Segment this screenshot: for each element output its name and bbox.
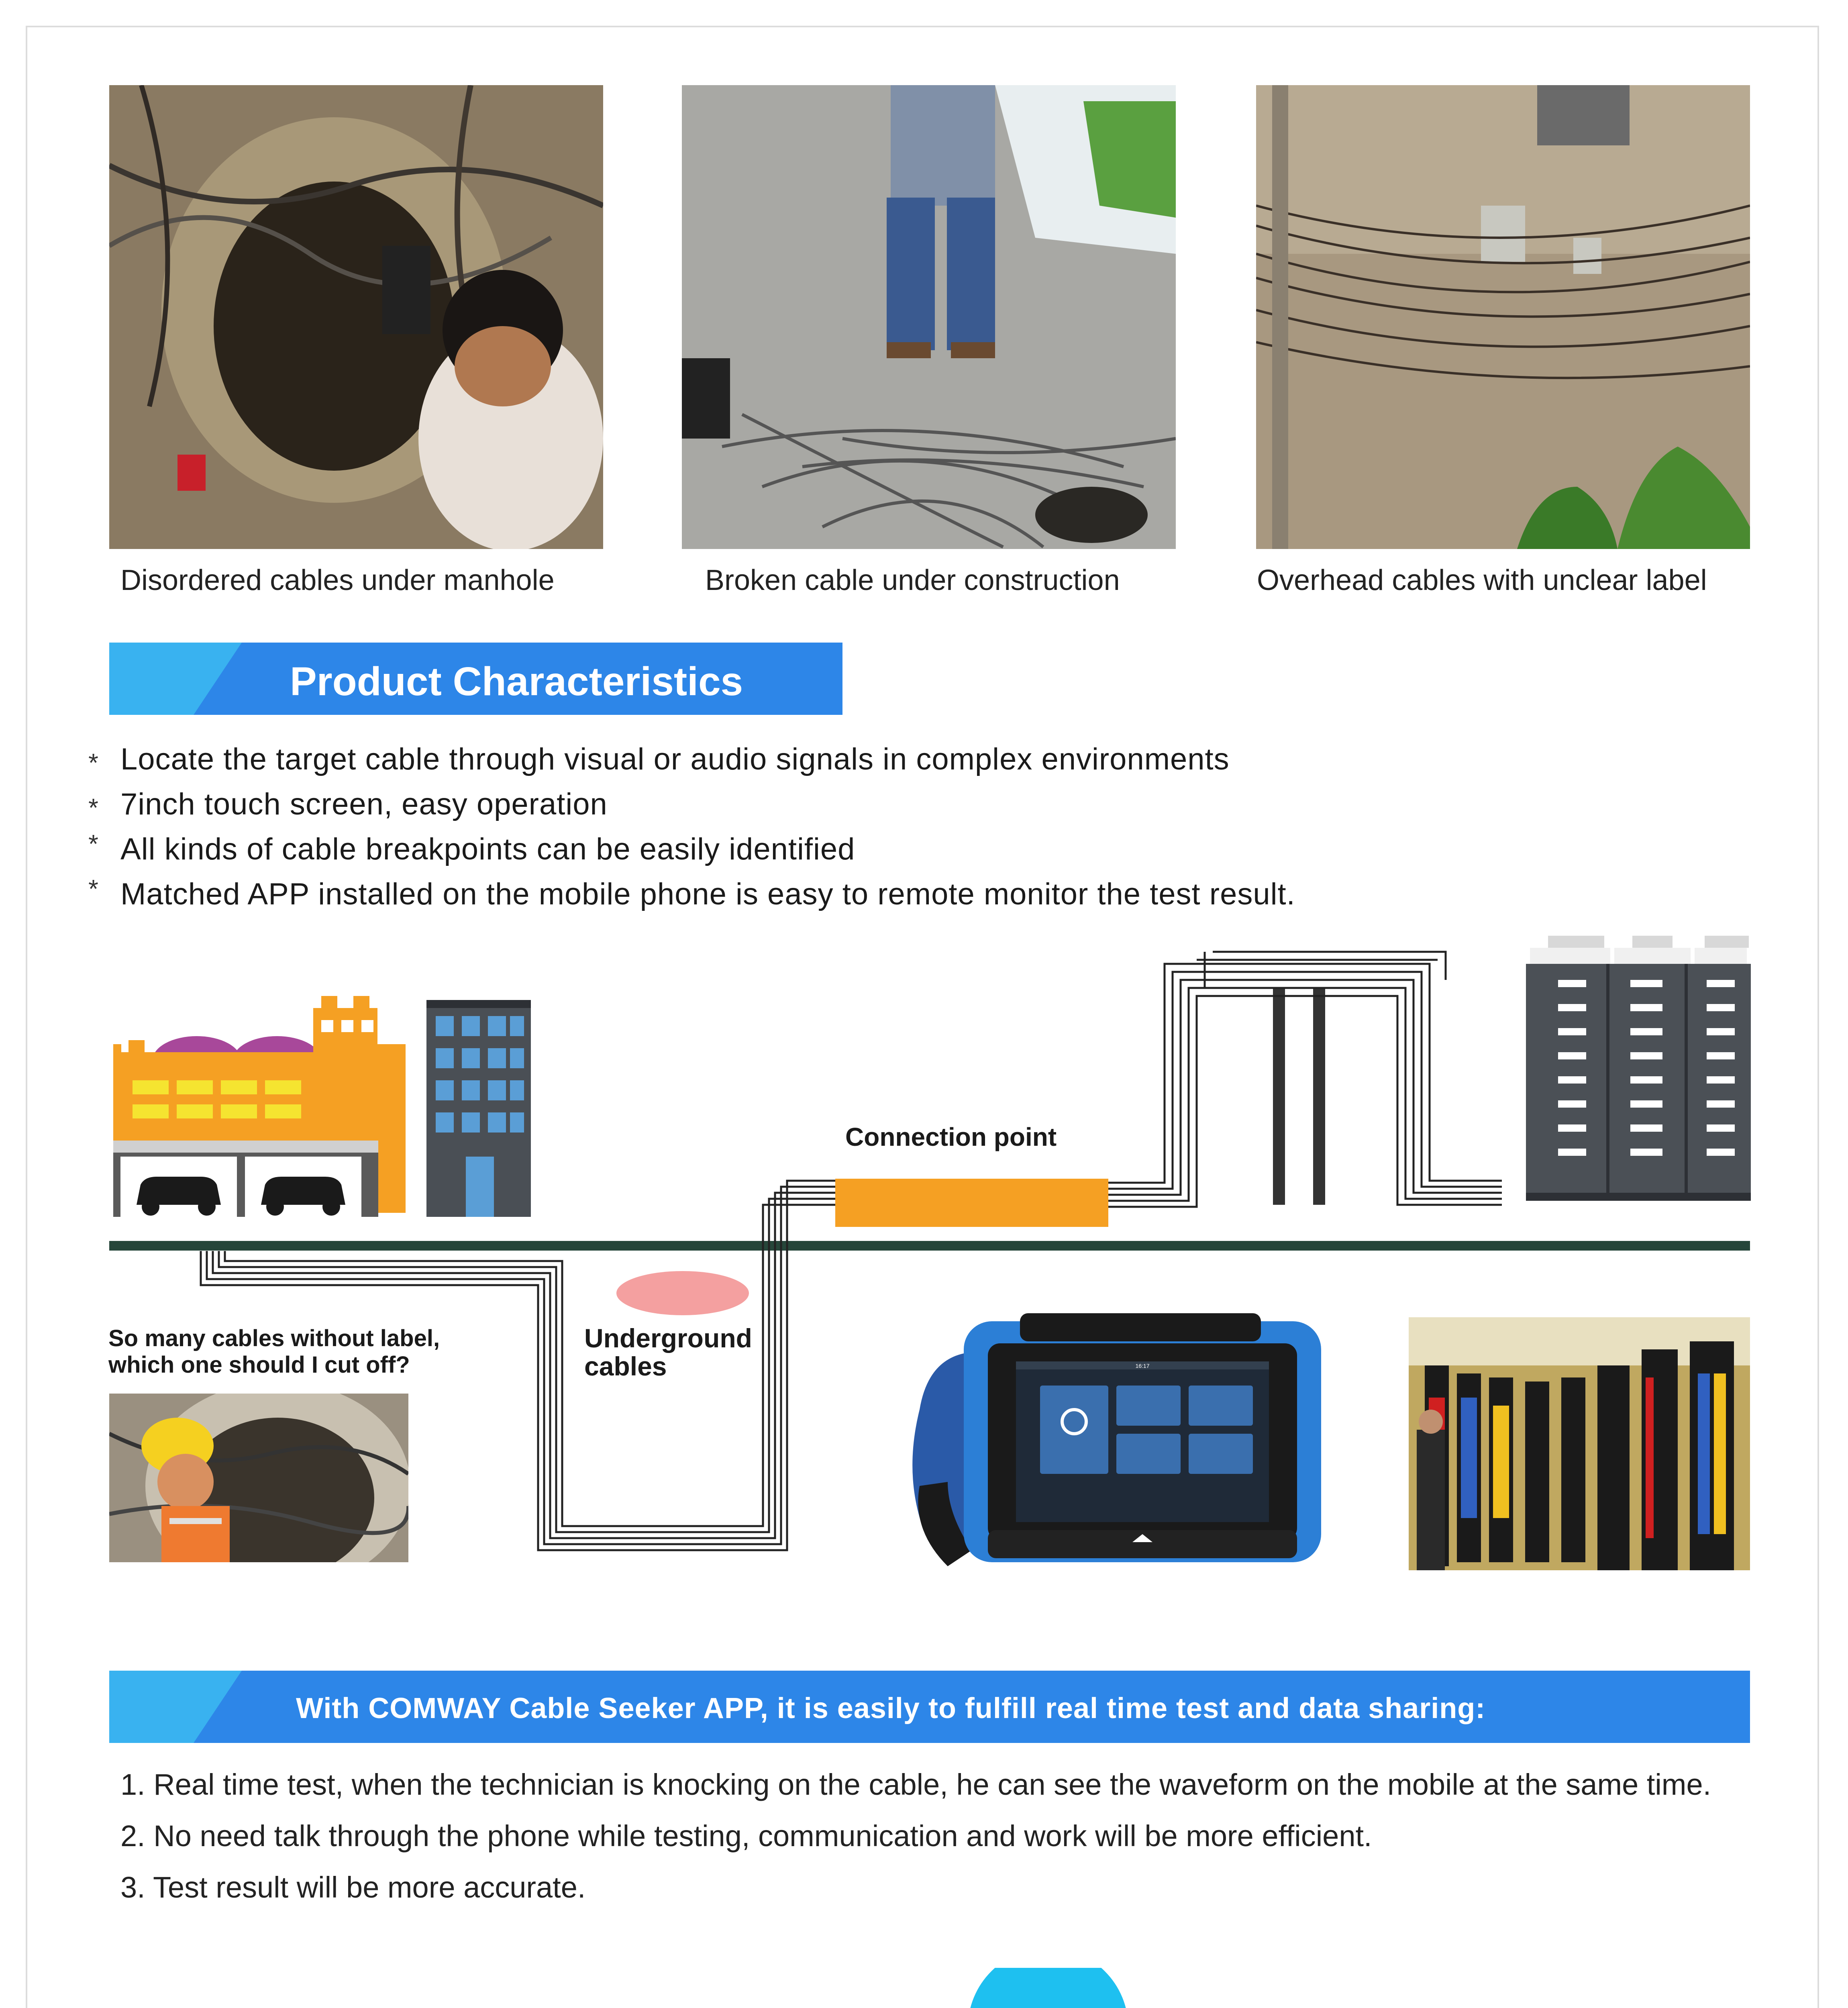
signal-indicator bbox=[616, 1271, 749, 1315]
characteristic-item: * Matched APP installed on the mobile phone is easy to remote monitor the test result. bbox=[88, 874, 1295, 911]
app-banner-title: With COMWAY Cable Seeker APP, it is easily to fulfill real time test and data sharing: bbox=[296, 1692, 1486, 1724]
connection-point-label: Connection point bbox=[845, 1122, 1057, 1151]
server-room-photo bbox=[1409, 1317, 1750, 1570]
photo-caption-broken: Broken cable under construction bbox=[705, 564, 1120, 596]
manhole-cables-photo bbox=[109, 85, 603, 549]
device-clock: 16:17 bbox=[1135, 1363, 1150, 1369]
aerial-cables bbox=[1108, 952, 1502, 1207]
characteristics-list bbox=[88, 737, 1295, 917]
telecom-buildings-icon bbox=[1526, 936, 1751, 1201]
photo-caption-overhead: Overhead cables with unclear label bbox=[1257, 564, 1707, 596]
characteristic-item: * 7inch touch screen, easy operation bbox=[88, 787, 608, 822]
benefit-item: 1. Real time test, when the technician is knocking on the cable, he can see the waveform on the mobile at the same time. bbox=[120, 1768, 1711, 1801]
benefit-item: 2. No need talk through the phone while testing, communication and work will be more efficient. bbox=[120, 1819, 1372, 1853]
ground-line bbox=[109, 1241, 1750, 1251]
benefit-item: 3. Test result will be more accurate. bbox=[120, 1871, 586, 1904]
question-label-line1: So many cables without label, bbox=[108, 1325, 440, 1351]
characteristic-item: * All kinds of cable breakpoints can be easily identified bbox=[88, 829, 855, 866]
utility-pole-icon bbox=[1313, 988, 1325, 1205]
cable-seeker-device-image bbox=[867, 1305, 1341, 1578]
overhead-cables-photo bbox=[1256, 85, 1750, 549]
characteristics-title: Product Characteristics bbox=[290, 659, 743, 704]
underground-label-line2: cables bbox=[584, 1351, 667, 1381]
office-tower-icon bbox=[426, 1000, 531, 1217]
app-banner bbox=[109, 1671, 1750, 1743]
broken-cable-photo bbox=[682, 85, 1176, 549]
garage-building-icon bbox=[113, 996, 406, 1217]
question-label-line2: which one should I cut off? bbox=[108, 1352, 410, 1378]
app-benefits-list bbox=[120, 1759, 1747, 1913]
photo-caption-manhole: Disordered cables under manhole bbox=[120, 564, 555, 596]
underground-label-line1: Underground bbox=[584, 1323, 752, 1353]
manhole-worker-photo bbox=[109, 1394, 408, 1562]
cloud-icon bbox=[855, 1968, 1245, 2008]
connection-point-box bbox=[835, 1179, 1108, 1227]
characteristic-item: * Locate the target cable through visual or audio signals in complex environments bbox=[88, 742, 1230, 777]
utility-pole-icon bbox=[1273, 988, 1285, 1205]
data-flow-diagram bbox=[0, 1968, 1848, 2008]
characteristics-banner bbox=[109, 643, 842, 715]
